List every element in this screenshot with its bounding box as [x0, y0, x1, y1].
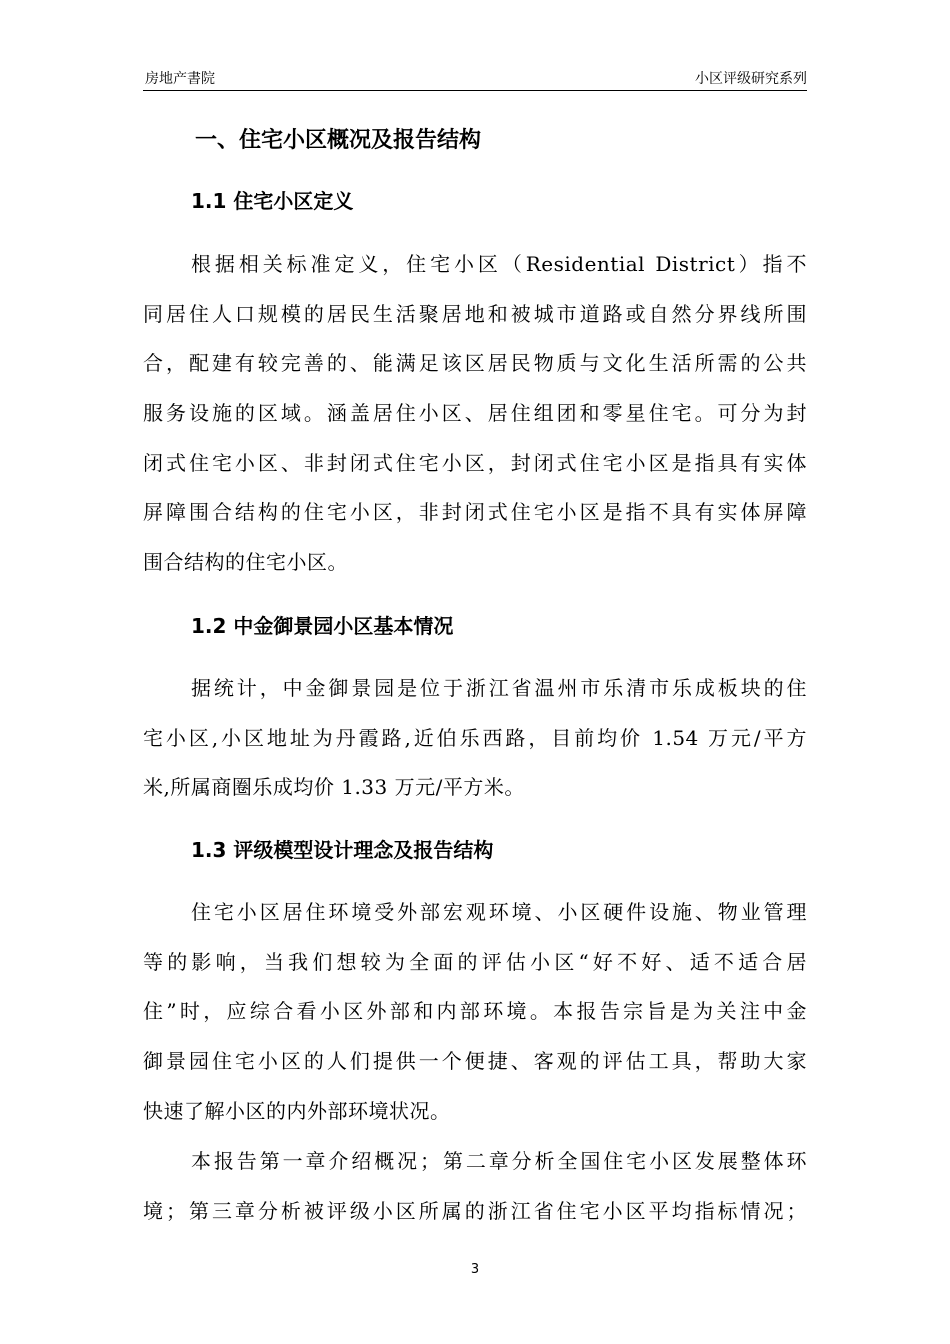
text-line: 闭式住宅小区、非封闭式住宅小区，封闭式住宅小区是指具有实体: [143, 450, 807, 475]
text-line: 住”时，应综合看小区外部和内部环境。本报告宗旨是为关注中金: [143, 999, 807, 1024]
text-line: 等的影响，当我们想较为全面的评估小区“好不好、适不适合居: [143, 949, 807, 974]
paragraph-definition: [143, 240, 807, 588]
text-line: 御景园住宅小区的人们提供一个便捷、客观的评估工具，帮助大家: [143, 1049, 807, 1074]
header-left-text: 房地产書院: [145, 71, 215, 87]
text-line: 快速了解小区的内外部环境状况。: [143, 1098, 451, 1123]
section-heading-1-1: 1.1 住宅小区定义: [191, 189, 354, 213]
text-line: 根据相关标准定义，住宅小区（Residential District）指不: [191, 252, 807, 276]
text-line: 合，配建有较完善的、能满足该区居民物质与文化生活所需的公共: [143, 351, 807, 376]
text-line: 米,所属商圈乐成均价 1.33 万元/平方米。: [143, 775, 525, 800]
paragraph-model-design: [143, 888, 807, 1136]
chapter-title: 一、住宅小区概况及报告结构: [195, 128, 482, 153]
text-line: 住宅小区居住环境受外部宏观环境、小区硬件设施、物业管理: [191, 900, 807, 924]
text-line: 服务设施的区域。涵盖居住小区、居住组团和零星住宅。可分为封: [143, 401, 807, 426]
text-line: 屏障围合结构的住宅小区，非封闭式住宅小区是指不具有实体屏障: [143, 500, 807, 525]
section-heading-1-2: 1.2 中金御景园小区基本情况: [191, 614, 454, 638]
paragraph-report-structure: [143, 1137, 807, 1236]
text-line: 同居住人口规模的居民生活聚居地和被城市道路或自然分界线所围: [143, 301, 807, 326]
page-number: 3: [470, 1262, 480, 1277]
page-header: [143, 66, 807, 91]
text-line: 据统计，中金御景园是位于浙江省温州市乐清市乐成板块的住: [191, 676, 807, 700]
paragraph-basic-info: [143, 664, 807, 813]
header-right-text: 小区评级研究系列: [695, 71, 807, 87]
text-line: 围合结构的住宅小区。: [143, 550, 348, 575]
text-line: 本报告第一章介绍概况；第二章分析全国住宅小区发展整体环: [191, 1149, 807, 1173]
text-line: 宅小区,小区地址为丹霞路,近伯乐西路，目前均价 1.54 万元/平方: [143, 725, 807, 750]
section-heading-1-3: 1.3 评级模型设计理念及报告结构: [191, 838, 494, 862]
text-line: 境；第三章分析被评级小区所属的浙江省住宅小区平均指标情况；: [143, 1198, 807, 1223]
